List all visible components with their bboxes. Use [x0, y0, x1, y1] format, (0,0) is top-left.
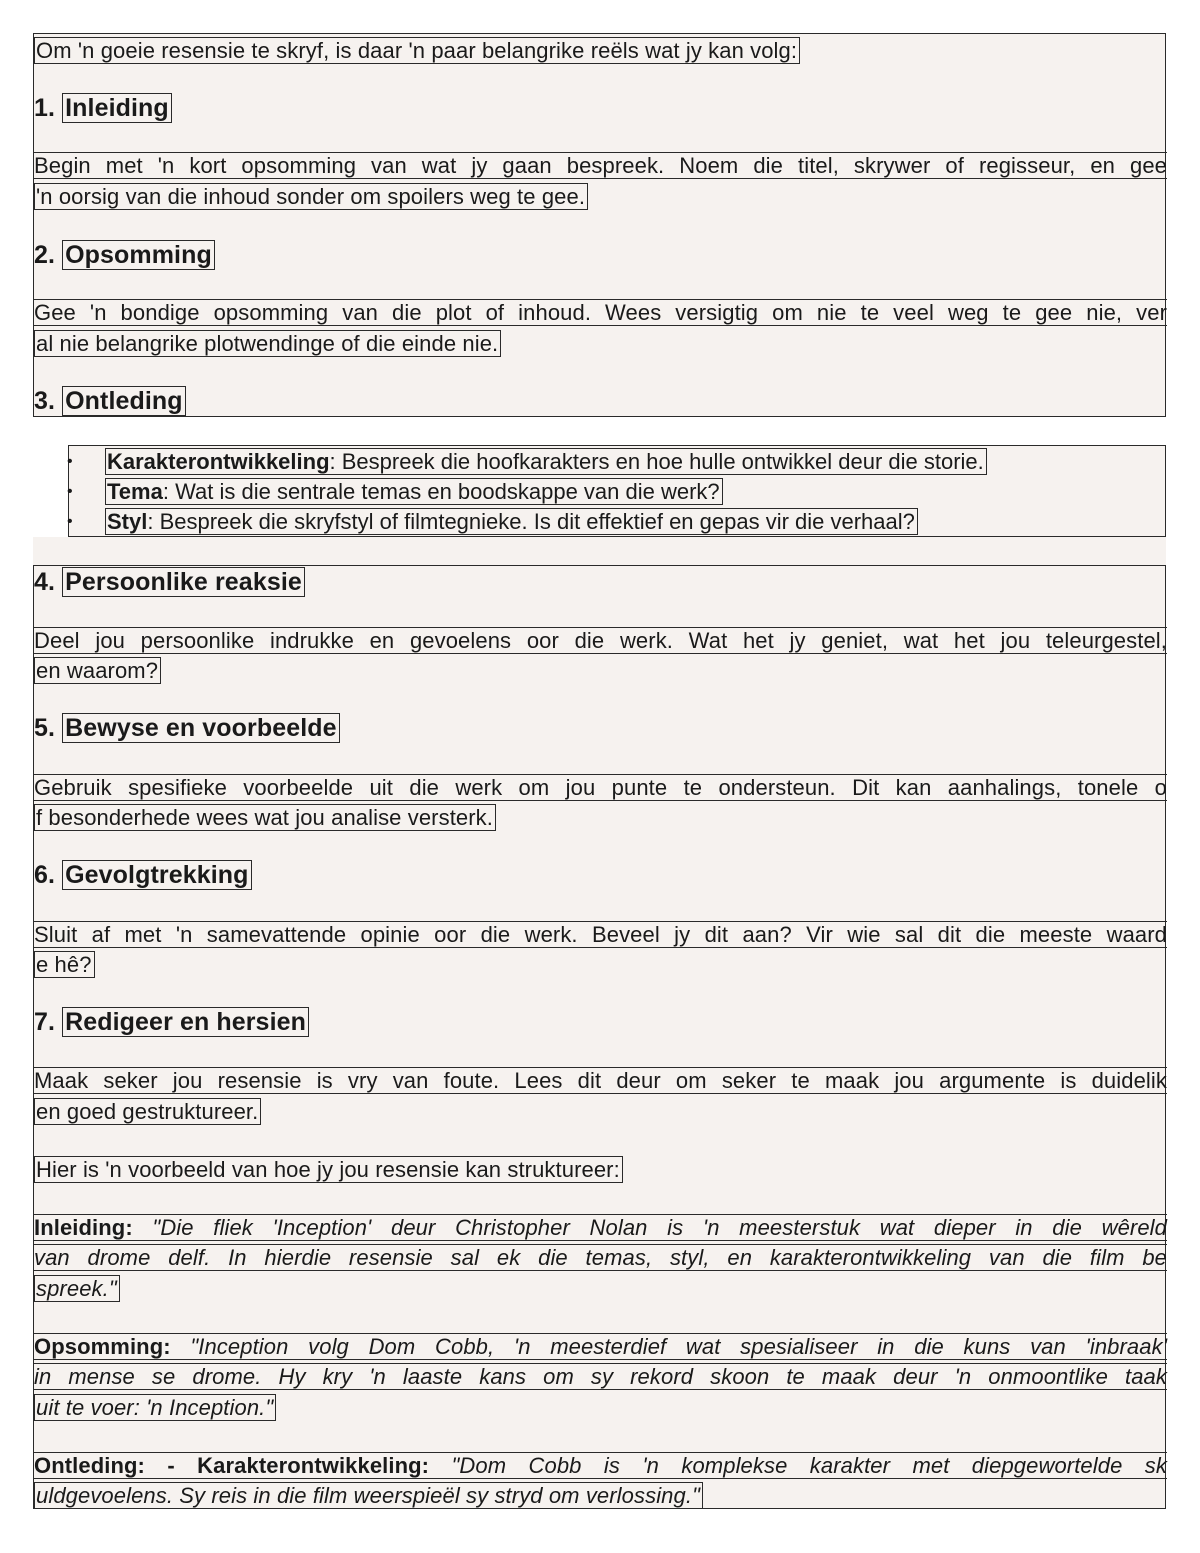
example-ontleding-line-1: Ontleding: - Karakterontwikkeling: "Dom Cobb is 'n komplekse karakter met diepgewortelde sk: [34, 1453, 1167, 1478]
section-heading-3: 3. Ontleding: [34, 387, 186, 415]
section-7-line-2: en goed gestruktureer.: [34, 1098, 261, 1126]
document-block-bottom: [33, 565, 1166, 1509]
section-4-line-2: en waarom?: [34, 657, 161, 685]
section-4-line-1: Deel jou persoonlike indrukke en gevoelens oor die werk. Wat het jy geniet, wat het jou teleurgestel,: [34, 628, 1167, 653]
example-opsomming-line-3: uit te voer: 'n Inception.": [34, 1394, 276, 1422]
example-inleiding-line-2: van drome delf. In hierdie resensie sal ek die temas, styl, en karakterontwikkeling van die film be: [34, 1245, 1167, 1270]
section-2-line-2: al nie belangrike plotwendinge of die einde nie.: [34, 330, 501, 358]
section-1-line-1: Begin met 'n kort opsomming van wat jy gaan bespreek. Noem die titel, skrywer of regisseur, en gee: [34, 153, 1167, 178]
bullet-item-3: • Styl: Bespreek die skryfstyl of filmtegnieke. Is dit effektief en gepas vir die verhaal?: [69, 508, 918, 536]
intro-line: Om 'n goeie resensie te skryf, is daar 'n paar belangrike reëls wat jy kan volg:: [34, 37, 800, 65]
section-2-line-1: Gee 'n bondige opsomming van die plot of inhoud. Wees versigtig om nie te veel weg te gee nie, ver: [34, 300, 1167, 325]
spacer-strip: [33, 537, 1166, 565]
section-5-line-1: Gebruik spesifieke voorbeelde uit die werk om jou punte te ondersteun. Dit kan aanhalings, tonele o: [34, 775, 1167, 800]
section-heading-6: 6. Gevolgtrekking: [34, 861, 252, 889]
section-7-line-1: Maak seker jou resensie is vry van foute. Lees dit deur om seker te maak jou argumente is duidelik: [34, 1068, 1167, 1093]
section-heading-7: 7. Redigeer en hersien: [34, 1008, 309, 1036]
example-intro: Hier is 'n voorbeeld van hoe jy jou resensie kan struktureer:: [34, 1156, 623, 1184]
example-ontleding-line-2: uldgevoelens. Sy reis in die film weerspieël sy stryd om verlossing.": [34, 1482, 703, 1510]
bullet-dot-icon: •: [67, 453, 73, 470]
section-5-line-2: f besonderhede wees wat jou analise versterk.: [34, 804, 496, 832]
bullet-dot-icon: •: [67, 513, 73, 530]
example-opsomming-line-2: in mense se drome. Hy kry 'n laaste kans om sy rekord skoon te maak deur 'n onmoontlike taak: [34, 1364, 1167, 1389]
ontleding-bullet-list: [68, 445, 1166, 537]
example-inleiding-line-1: Inleiding: "Die fliek 'Inception' deur Christopher Nolan is 'n meesterstuk wat dieper in die wêreld: [34, 1215, 1167, 1240]
bullet-dot-icon: •: [67, 483, 73, 500]
example-opsomming-line-1: Opsomming: "Inception volg Dom Cobb, 'n meesterdief wat spesialiseer in die kuns van 'inbraak': [34, 1334, 1167, 1359]
bullet-item-2: • Tema: Wat is die sentrale temas en boodskappe van die werk?: [69, 478, 723, 506]
section-6-line-2: e hê?: [34, 951, 95, 979]
section-1-line-2: 'n oorsig van die inhoud sonder om spoilers weg te gee.: [34, 183, 588, 211]
document-block-top: [33, 33, 1166, 417]
bullet-item-1: • Karakterontwikkeling: Bespreek die hoofkarakters en hoe hulle ontwikkel deur die storie.: [69, 448, 987, 476]
example-inleiding-line-3: spreek.": [34, 1275, 120, 1303]
section-heading-5: 5. Bewyse en voorbeelde: [34, 714, 340, 742]
section-heading-1: 1. Inleiding: [34, 94, 172, 122]
section-6-line-1: Sluit af met 'n samevattende opinie oor die werk. Beveel jy dit aan? Vir wie sal dit die meeste waard: [34, 922, 1167, 947]
section-heading-2: 2. Opsomming: [34, 241, 215, 269]
section-heading-4: 4. Persoonlike reaksie: [34, 568, 305, 596]
